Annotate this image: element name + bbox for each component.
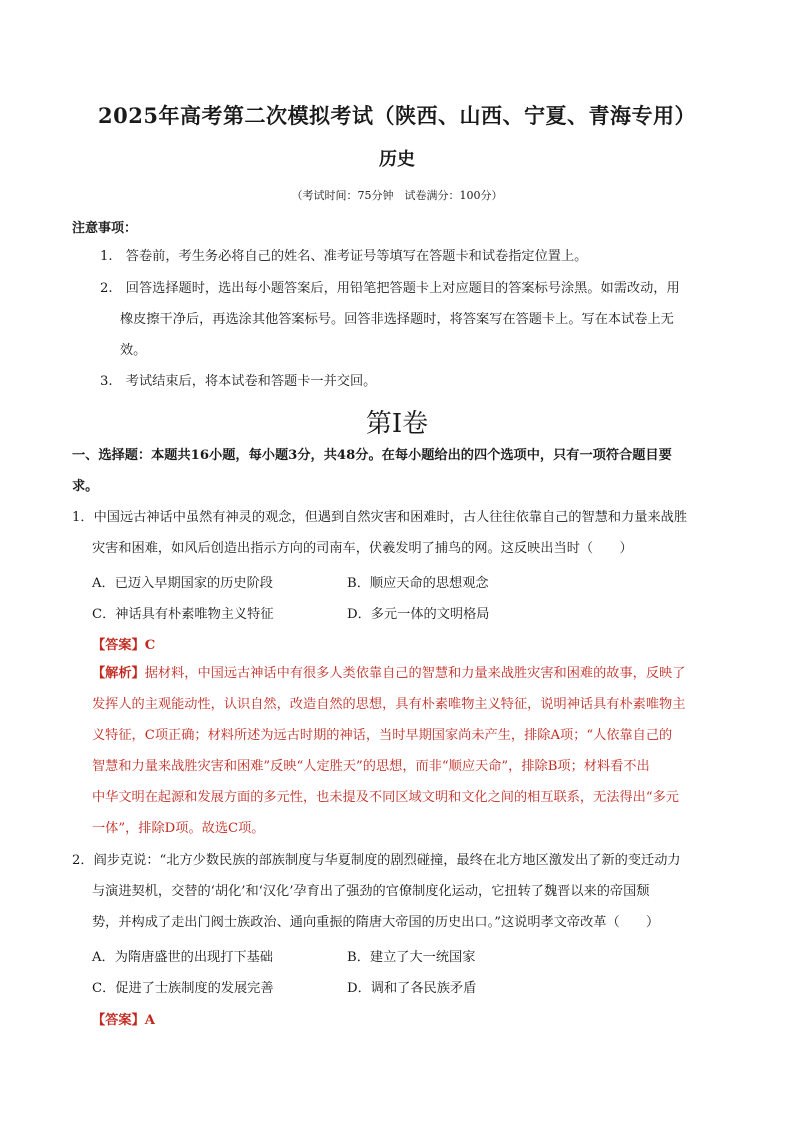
- section-instruction-line-1: 一、选择题：本题共16小题，每小题3分，共48分。在每小题给出的四个选项中，只有一项符合题目要: [72, 448, 672, 463]
- notice-item-2-line-2: 橡皮擦干净后，再选涂其他答案标号。回答非选择题时，将答案写在答题卡上。写在本试卷上无: [120, 312, 674, 327]
- q1-option-a: A．已迈入早期国家的历史阶段: [92, 576, 273, 591]
- subject-title: 历史: [379, 149, 415, 170]
- q1-analysis-line-1: [92, 664, 685, 684]
- notice-item-3: 3. 考试结束后，将本试卷和答题卡一并交回。: [100, 374, 377, 389]
- q1-analysis-text-1: 据材料，中国远古神话中有很多人类依靠自己的智慧和力量来战胜灾害和困难的故事，反映了: [144, 666, 686, 681]
- q2-option-d: D．调和了各民族矛盾: [347, 981, 477, 996]
- q1-option-c: C．神话具有朴素唯物主义特征: [92, 607, 274, 622]
- q1-answer: 【答案】C: [92, 638, 156, 653]
- q1-analysis-label: 【解析】: [92, 666, 145, 681]
- q1-analysis-line-5: 中华文明在起源和发展方面的多元性，也未提及不同区域文明和文化之间的相互联系，无法得出“多元: [92, 790, 679, 805]
- notice-item-1: 1. 答卷前，考生务必将自己的姓名、准考证号等填写在答题卡和试卷指定位置上。: [100, 249, 588, 264]
- q1-analysis-line-6: 一体”，排除D项。故选C项。: [92, 821, 265, 836]
- q2-option-b: B．建立了大一统国家: [347, 950, 476, 965]
- notice-item-2-line-1: 2. 回答选择题时，选出每小题答案后，用铅笔把答题卡上对应题目的答案标号涂黑。如需改动，用: [100, 281, 680, 296]
- notice-heading: 注意事项：: [72, 221, 138, 236]
- q1-stem-line-1: 1．中国远古神话中虽然有神灵的观念，但遇到自然灾害和困难时，古人往往依靠自己的智慧和力量来战胜: [72, 510, 688, 525]
- q1-analysis-line-3: 义特征，C项正确；材料所述为远古时期的神话，当时早期国家尚未产生，排除A项；“人依靠自己的: [92, 728, 673, 743]
- q2-stem-line-1: 2．阎步克说：“北方少数民族的部族制度与华夏制度的剧烈碰撞，最终在北方地区激发出了新的变迁动力: [72, 853, 681, 868]
- q2-option-a: A．为隋唐盛世的出现打下基础: [92, 950, 273, 965]
- exam-title: 2025年高考第二次模拟考试（陕西、山西、宁夏、青海专用）: [98, 103, 696, 128]
- part-title: 第Ⅰ卷: [365, 409, 429, 439]
- q2-stem-line-2: 与演进契机，交替的‘胡化’和‘汉化’孕育出了强劲的官僚制度化运动，它扭转了魏晋以来的帝国颓: [92, 884, 650, 899]
- q1-stem-line-2: 灾害和困难，如风后创造出指示方向的司南车，伏羲发明了捕鸟的网。这反映出当时（ ）: [92, 541, 633, 556]
- q1-option-d: D．多元一体的文明格局: [347, 607, 490, 622]
- q1-analysis-line-2: 发挥人的主观能动性，认识自然，改造自然的思想，具有朴素唯物主义特征，说明神话具有朴素唯物主: [92, 697, 686, 712]
- q1-option-b: B．顺应天命的思想观念: [347, 576, 489, 591]
- q2-option-c: C．促进了士族制度的发展完善: [92, 981, 274, 996]
- notice-item-2-line-3: 效。: [120, 343, 147, 358]
- exam-info: （考试时间：75分钟 试卷满分：100分）: [291, 189, 503, 202]
- q1-analysis-line-4: 智慧和力量来战胜灾害和困难”反映“人定胜天”的思想，而非“顺应天命”，排除B项；材料看不出: [92, 759, 650, 774]
- section-instruction-line-2: 求。: [72, 479, 99, 494]
- q2-answer: 【答案】A: [92, 1013, 155, 1028]
- q2-stem-line-3: 势，并构成了走出门阀士族政治、通向重振的隋唐大帝国的历史出口。”这说明孝文帝改革（ ）: [92, 915, 660, 930]
